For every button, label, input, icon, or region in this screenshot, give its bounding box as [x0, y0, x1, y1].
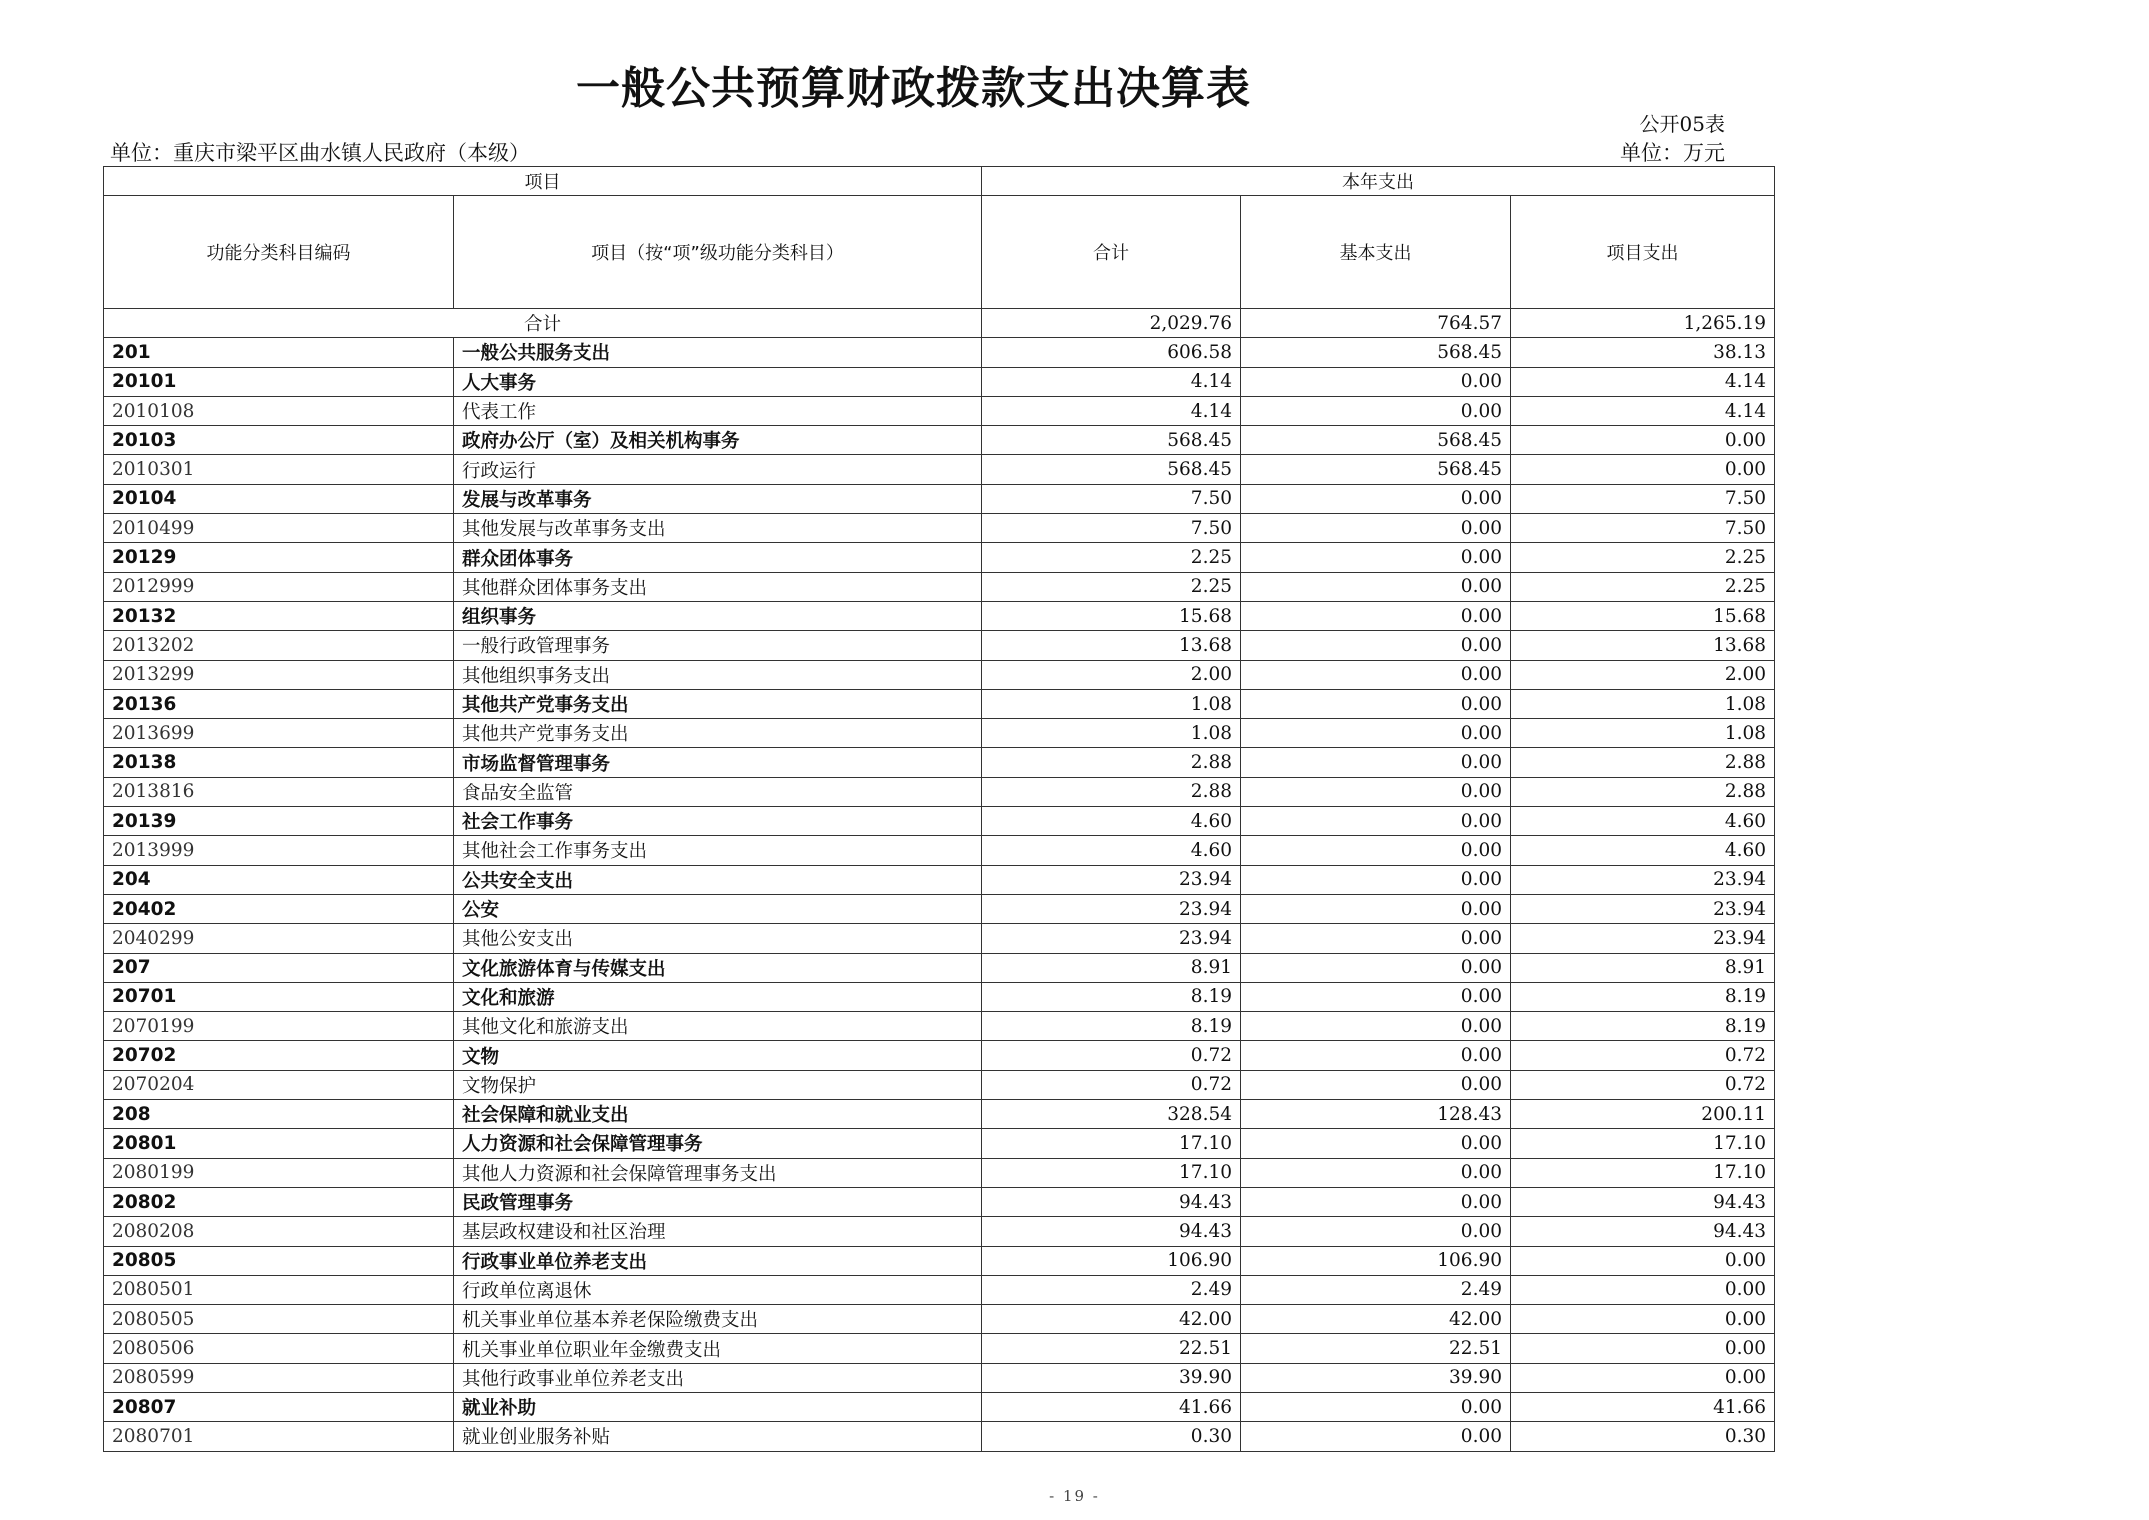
- table-row: [104, 748, 1775, 777]
- row-project: 0.72: [1511, 1070, 1775, 1099]
- row-project: 0.30: [1511, 1422, 1775, 1451]
- row-project: 15.68: [1511, 601, 1775, 630]
- row-name: 民政管理事务: [454, 1187, 982, 1216]
- row-name: 其他组织事务支出: [454, 660, 982, 689]
- row-name: 文化和旅游: [454, 982, 982, 1011]
- form-number: 公开05表: [1639, 112, 1725, 136]
- row-code: 2013999: [104, 836, 454, 865]
- row-code: 2080199: [104, 1158, 454, 1187]
- row-code: 20103: [104, 426, 454, 455]
- row-total: 568.45: [982, 426, 1241, 455]
- row-basic: 0.00: [1241, 1012, 1511, 1041]
- row-basic: 0.00: [1241, 543, 1511, 572]
- table-row: [104, 1334, 1775, 1363]
- row-project: 2.00: [1511, 660, 1775, 689]
- row-basic: 0.00: [1241, 1129, 1511, 1158]
- row-name: 文物保护: [454, 1070, 982, 1099]
- row-name: 其他社会工作事务支出: [454, 836, 982, 865]
- row-project: 38.13: [1511, 338, 1775, 367]
- row-code: 2010108: [104, 396, 454, 425]
- row-name: 其他发展与改革事务支出: [454, 514, 982, 543]
- row-basic: 568.45: [1241, 426, 1511, 455]
- row-basic: 0.00: [1241, 719, 1511, 748]
- row-basic: 0.00: [1241, 865, 1511, 894]
- row-name: 人大事务: [454, 367, 982, 396]
- table-row: [104, 894, 1775, 923]
- row-name: 机关事业单位基本养老保险缴费支出: [454, 1305, 982, 1334]
- row-name: 基层政权建设和社区治理: [454, 1217, 982, 1246]
- row-project: 41.66: [1511, 1392, 1775, 1421]
- row-code: 201: [104, 338, 454, 367]
- row-total: 606.58: [982, 338, 1241, 367]
- row-project: 2.25: [1511, 572, 1775, 601]
- table-row: [104, 982, 1775, 1011]
- row-total: 8.19: [982, 1012, 1241, 1041]
- reporting-unit: 单位：重庆市梁平区曲水镇人民政府（本级）: [110, 141, 530, 165]
- row-name: 社会工作事务: [454, 807, 982, 836]
- page-number: - 19 -: [1049, 1487, 1100, 1505]
- row-code: 2080208: [104, 1217, 454, 1246]
- row-project: 8.19: [1511, 1012, 1775, 1041]
- table-row: [104, 426, 1775, 455]
- row-code: 2040299: [104, 924, 454, 953]
- row-basic: 0.00: [1241, 1217, 1511, 1246]
- row-basic: 0.00: [1241, 982, 1511, 1011]
- row-code: 204: [104, 865, 454, 894]
- row-name: 人力资源和社会保障管理事务: [454, 1129, 982, 1158]
- row-total: 328.54: [982, 1100, 1241, 1129]
- row-code: 20139: [104, 807, 454, 836]
- row-project: 0.00: [1511, 455, 1775, 484]
- row-name: 其他人力资源和社会保障管理事务支出: [454, 1158, 982, 1187]
- row-total: 15.68: [982, 601, 1241, 630]
- row-name: 其他共产党事务支出: [454, 689, 982, 718]
- currency-unit: 单位：万元: [1620, 141, 1725, 165]
- row-total: 2.25: [982, 543, 1241, 572]
- table-row: [104, 660, 1775, 689]
- table-row: [104, 1100, 1775, 1129]
- row-name: 机关事业单位职业年金缴费支出: [454, 1334, 982, 1363]
- table-row: [104, 1129, 1775, 1158]
- row-name: 公共安全支出: [454, 865, 982, 894]
- row-total: 7.50: [982, 514, 1241, 543]
- header-column-row: [104, 196, 1775, 309]
- row-project: 17.10: [1511, 1129, 1775, 1158]
- table-row: [104, 807, 1775, 836]
- row-code: 20101: [104, 367, 454, 396]
- row-code: 2012999: [104, 572, 454, 601]
- table-row: [104, 514, 1775, 543]
- row-total: 8.19: [982, 982, 1241, 1011]
- row-code: 208: [104, 1100, 454, 1129]
- row-basic: 0.00: [1241, 660, 1511, 689]
- row-name: 代表工作: [454, 396, 982, 425]
- row-name: 组织事务: [454, 601, 982, 630]
- row-name: 政府办公厅（室）及相关机构事务: [454, 426, 982, 455]
- row-total: 1.08: [982, 719, 1241, 748]
- row-total: 7.50: [982, 484, 1241, 513]
- row-total: 4.14: [982, 396, 1241, 425]
- row-total: 23.94: [982, 894, 1241, 923]
- row-total: 23.94: [982, 924, 1241, 953]
- row-project: 2.88: [1511, 748, 1775, 777]
- row-basic: 0.00: [1241, 514, 1511, 543]
- row-total: 94.43: [982, 1217, 1241, 1246]
- total-basic: 764.57: [1241, 309, 1511, 338]
- row-name: 其他共产党事务支出: [454, 719, 982, 748]
- row-project: 23.94: [1511, 894, 1775, 923]
- table-row: [104, 1363, 1775, 1392]
- header-project: 项目支出: [1511, 196, 1775, 309]
- row-basic: 0.00: [1241, 777, 1511, 806]
- row-code: 2013699: [104, 719, 454, 748]
- row-name: 发展与改革事务: [454, 484, 982, 513]
- row-project: 200.11: [1511, 1100, 1775, 1129]
- row-name: 社会保障和就业支出: [454, 1100, 982, 1129]
- header-group-row: [104, 167, 1775, 196]
- table-row: [104, 1392, 1775, 1421]
- table-row: [104, 1422, 1775, 1451]
- row-code: 20802: [104, 1187, 454, 1216]
- row-code: 20136: [104, 689, 454, 718]
- row-total: 0.30: [982, 1422, 1241, 1451]
- table-row: [104, 719, 1775, 748]
- row-basic: 0.00: [1241, 836, 1511, 865]
- row-code: 20104: [104, 484, 454, 513]
- row-code: 2070199: [104, 1012, 454, 1041]
- row-total: 13.68: [982, 631, 1241, 660]
- row-basic: 0.00: [1241, 924, 1511, 953]
- row-basic: 0.00: [1241, 748, 1511, 777]
- table-row: [104, 1187, 1775, 1216]
- row-code: 2010499: [104, 514, 454, 543]
- row-code: 20701: [104, 982, 454, 1011]
- table-row: [104, 1305, 1775, 1334]
- row-code: 2013202: [104, 631, 454, 660]
- row-name: 行政事业单位养老支出: [454, 1246, 982, 1275]
- row-project: 23.94: [1511, 924, 1775, 953]
- row-basic: 0.00: [1241, 1041, 1511, 1070]
- row-name: 行政运行: [454, 455, 982, 484]
- row-total: 2.88: [982, 777, 1241, 806]
- row-name: 一般行政管理事务: [454, 631, 982, 660]
- row-project: 0.00: [1511, 426, 1775, 455]
- table-row: [104, 1158, 1775, 1187]
- page-title: 一般公共预算财政拨款支出决算表: [576, 63, 1251, 114]
- row-total: 4.60: [982, 836, 1241, 865]
- row-project: 0.00: [1511, 1334, 1775, 1363]
- row-code: 2080701: [104, 1422, 454, 1451]
- row-basic: 22.51: [1241, 1334, 1511, 1363]
- row-basic: 0.00: [1241, 953, 1511, 982]
- row-basic: 0.00: [1241, 807, 1511, 836]
- row-basic: 0.00: [1241, 689, 1511, 718]
- row-basic: 128.43: [1241, 1100, 1511, 1129]
- row-total: 17.10: [982, 1158, 1241, 1187]
- row-name: 行政单位离退休: [454, 1275, 982, 1304]
- row-project: 0.00: [1511, 1305, 1775, 1334]
- row-code: 2013299: [104, 660, 454, 689]
- row-basic: 2.49: [1241, 1275, 1511, 1304]
- row-basic: 0.00: [1241, 367, 1511, 396]
- table-row: [104, 1012, 1775, 1041]
- row-name: 公安: [454, 894, 982, 923]
- row-basic: 42.00: [1241, 1305, 1511, 1334]
- row-code: 20132: [104, 601, 454, 630]
- row-project: 0.72: [1511, 1041, 1775, 1070]
- row-total: 4.60: [982, 807, 1241, 836]
- row-name: 市场监督管理事务: [454, 748, 982, 777]
- row-total: 23.94: [982, 865, 1241, 894]
- row-project: 94.43: [1511, 1187, 1775, 1216]
- row-total: 39.90: [982, 1363, 1241, 1392]
- row-basic: 0.00: [1241, 894, 1511, 923]
- row-code: 2080599: [104, 1363, 454, 1392]
- row-total: 0.72: [982, 1041, 1241, 1070]
- row-total: 2.00: [982, 660, 1241, 689]
- row-project: 4.60: [1511, 807, 1775, 836]
- header-group-year: 本年支出: [982, 167, 1775, 196]
- row-name: 就业创业服务补贴: [454, 1422, 982, 1451]
- row-name: 其他公安支出: [454, 924, 982, 953]
- row-code: 20702: [104, 1041, 454, 1070]
- row-basic: 0.00: [1241, 631, 1511, 660]
- row-name: 文物: [454, 1041, 982, 1070]
- table-row: [104, 338, 1775, 367]
- row-basic: 0.00: [1241, 1187, 1511, 1216]
- row-code: 20805: [104, 1246, 454, 1275]
- row-total: 22.51: [982, 1334, 1241, 1363]
- row-name: 一般公共服务支出: [454, 338, 982, 367]
- row-project: 8.91: [1511, 953, 1775, 982]
- row-project: 94.43: [1511, 1217, 1775, 1246]
- row-project: 4.14: [1511, 396, 1775, 425]
- row-project: 4.14: [1511, 367, 1775, 396]
- row-project: 7.50: [1511, 514, 1775, 543]
- row-basic: 568.45: [1241, 455, 1511, 484]
- row-total: 2.25: [982, 572, 1241, 601]
- table-row: [104, 631, 1775, 660]
- row-total: 568.45: [982, 455, 1241, 484]
- row-basic: 0.00: [1241, 1158, 1511, 1187]
- row-project: 2.25: [1511, 543, 1775, 572]
- table-row: [104, 367, 1775, 396]
- table-row: [104, 601, 1775, 630]
- row-total: 8.91: [982, 953, 1241, 982]
- row-project: 1.08: [1511, 719, 1775, 748]
- header-total: 合计: [982, 196, 1241, 309]
- table-row: [104, 1246, 1775, 1275]
- table-row: [104, 543, 1775, 572]
- table-row: [104, 689, 1775, 718]
- row-code: 2080501: [104, 1275, 454, 1304]
- row-name: 文化旅游体育与传媒支出: [454, 953, 982, 982]
- row-total: 94.43: [982, 1187, 1241, 1216]
- table-row: [104, 836, 1775, 865]
- row-basic: 39.90: [1241, 1363, 1511, 1392]
- row-basic: 0.00: [1241, 601, 1511, 630]
- table-row: [104, 924, 1775, 953]
- row-total: 2.88: [982, 748, 1241, 777]
- header-code: 功能分类科目编码: [104, 196, 454, 309]
- total-total: 2,029.76: [982, 309, 1241, 338]
- row-basic: 0.00: [1241, 1070, 1511, 1099]
- row-basic: 0.00: [1241, 396, 1511, 425]
- row-project: 0.00: [1511, 1246, 1775, 1275]
- row-total: 106.90: [982, 1246, 1241, 1275]
- row-basic: 0.00: [1241, 484, 1511, 513]
- row-code: 207: [104, 953, 454, 982]
- table-row: [104, 572, 1775, 601]
- total-project: 1,265.19: [1511, 309, 1775, 338]
- row-basic: 106.90: [1241, 1246, 1511, 1275]
- table-row: [104, 777, 1775, 806]
- row-name: 其他行政事业单位养老支出: [454, 1363, 982, 1392]
- row-basic: 0.00: [1241, 572, 1511, 601]
- row-code: 2080506: [104, 1334, 454, 1363]
- total-label: 合计: [104, 309, 982, 338]
- row-name: 食品安全监管: [454, 777, 982, 806]
- row-basic: 0.00: [1241, 1392, 1511, 1421]
- row-total: 42.00: [982, 1305, 1241, 1334]
- row-code: 2013816: [104, 777, 454, 806]
- row-total: 1.08: [982, 689, 1241, 718]
- row-code: 2080505: [104, 1305, 454, 1334]
- table-row: [104, 1041, 1775, 1070]
- row-code: 2070204: [104, 1070, 454, 1099]
- table-row: [104, 1275, 1775, 1304]
- row-project: 23.94: [1511, 865, 1775, 894]
- table-row: [104, 1217, 1775, 1246]
- expenditure-table: [103, 166, 1775, 1452]
- row-total: 2.49: [982, 1275, 1241, 1304]
- row-project: 0.00: [1511, 1275, 1775, 1304]
- row-total: 41.66: [982, 1392, 1241, 1421]
- row-project: 17.10: [1511, 1158, 1775, 1187]
- row-basic: 568.45: [1241, 338, 1511, 367]
- row-project: 13.68: [1511, 631, 1775, 660]
- row-code: 20807: [104, 1392, 454, 1421]
- row-total: 4.14: [982, 367, 1241, 396]
- row-code: 20138: [104, 748, 454, 777]
- row-code: 20129: [104, 543, 454, 572]
- row-name: 就业补助: [454, 1392, 982, 1421]
- header-name: 项目（按“项”级功能分类科目）: [454, 196, 982, 309]
- row-code: 20402: [104, 894, 454, 923]
- row-project: 4.60: [1511, 836, 1775, 865]
- total-row: [104, 309, 1775, 338]
- table-row: [104, 865, 1775, 894]
- row-basic: 0.00: [1241, 1422, 1511, 1451]
- table-row: [104, 953, 1775, 982]
- row-project: 7.50: [1511, 484, 1775, 513]
- row-total: 17.10: [982, 1129, 1241, 1158]
- header-group-item: 项目: [104, 167, 982, 196]
- row-total: 0.72: [982, 1070, 1241, 1099]
- row-name: 其他群众团体事务支出: [454, 572, 982, 601]
- row-code: 2010301: [104, 455, 454, 484]
- table-row: [104, 396, 1775, 425]
- row-name: 群众团体事务: [454, 543, 982, 572]
- row-project: 0.00: [1511, 1363, 1775, 1392]
- row-project: 1.08: [1511, 689, 1775, 718]
- table-row: [104, 455, 1775, 484]
- table-row: [104, 1070, 1775, 1099]
- row-project: 2.88: [1511, 777, 1775, 806]
- row-project: 8.19: [1511, 982, 1775, 1011]
- row-name: 其他文化和旅游支出: [454, 1012, 982, 1041]
- row-code: 20801: [104, 1129, 454, 1158]
- table-row: [104, 484, 1775, 513]
- header-basic: 基本支出: [1241, 196, 1511, 309]
